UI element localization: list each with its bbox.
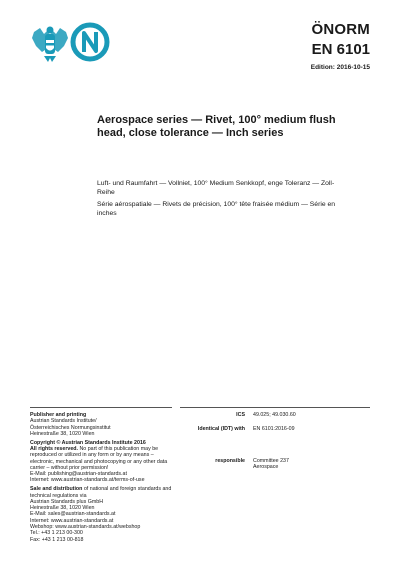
edition-date: Edition: 2016-10-15 [310,64,370,71]
on-logo-icon [73,25,107,59]
sales-line: Webshop: www.austrian-standards.at/webshop [30,524,141,531]
ics-label: ICS [236,412,245,418]
committee-number: Committee 237 [253,458,289,464]
sales-heading-rest: of national and foreign standards and technical regulations via [30,486,172,499]
committee-name: Aerospace [253,464,279,471]
ics-row [0,412,400,420]
responsible-label: responsible [215,458,245,464]
sales-heading-bold: Sale and distribution [30,486,83,493]
standard-header [312,20,371,60]
ics-value: 49.025; 49.030.60 [253,412,296,418]
sales-line: Heinestraße 38, 1020 Wien [30,505,95,512]
sales-line: Fax: +43 1 213 00-818 [30,536,84,543]
responsible-row [0,458,400,474]
right-divider [180,407,370,408]
identical-value: EN 6101:2016-09 [253,426,295,432]
publisher-line: Österreichisches Normungsinstitut [30,424,111,431]
sales-line: Internet: www.austrian-standards.at [30,517,114,524]
rights-text: No part of this publication may be reproduced or utilized in any form or by any means – electronic, mechanical and photocopying or any other data carrier – without prior permission! [30,445,168,471]
sales-block [30,486,175,543]
german-title: Luft- und Raumfahrt — Vollniet, 100° Medium Senkkopf, enge Toleranz — Zoll-Reihe [97,180,335,196]
logo-area [30,22,110,66]
publisher-line: Austrian Standards Institute/ [30,418,97,425]
identical-row [0,426,400,434]
rights-bold: All rights reserved. [30,445,78,452]
standard-title: ÖNORM [311,21,370,38]
document-title: Aerospace series — Rivet, 100° medium flush head, close tolerance — Inch series [97,114,336,139]
responsible-value [253,458,373,471]
sales-line: Austrian Standards plus GmbH [30,498,104,505]
french-title: Série aérospatiale — Rivets de précision, 100° tête fraisée médium — Série en inches [97,201,336,217]
standard-number: EN 6101 [311,41,370,58]
publisher-heading: Publisher and printing [30,412,87,418]
copyright-email: E-Mail: publishing@austrian-standards.at [30,471,127,478]
publisher-line: Heinestraße 38, 1020 Wien [30,430,95,437]
sales-line: E-Mail: sales@austrian-standards.at [30,511,116,518]
copyright-heading: Copyright © Austrian Standards Institute 2016 [30,439,146,446]
left-divider [30,407,172,408]
identical-label: Identical (IDT) with [197,426,245,432]
copyright-internet: Internet: www.austrian-standards.at/terms-of-use [30,477,145,484]
sales-heading [30,486,175,499]
sales-line: Tel.: +43 1 213 00-300 [30,530,83,537]
austrian-eagle-icon [32,27,68,63]
